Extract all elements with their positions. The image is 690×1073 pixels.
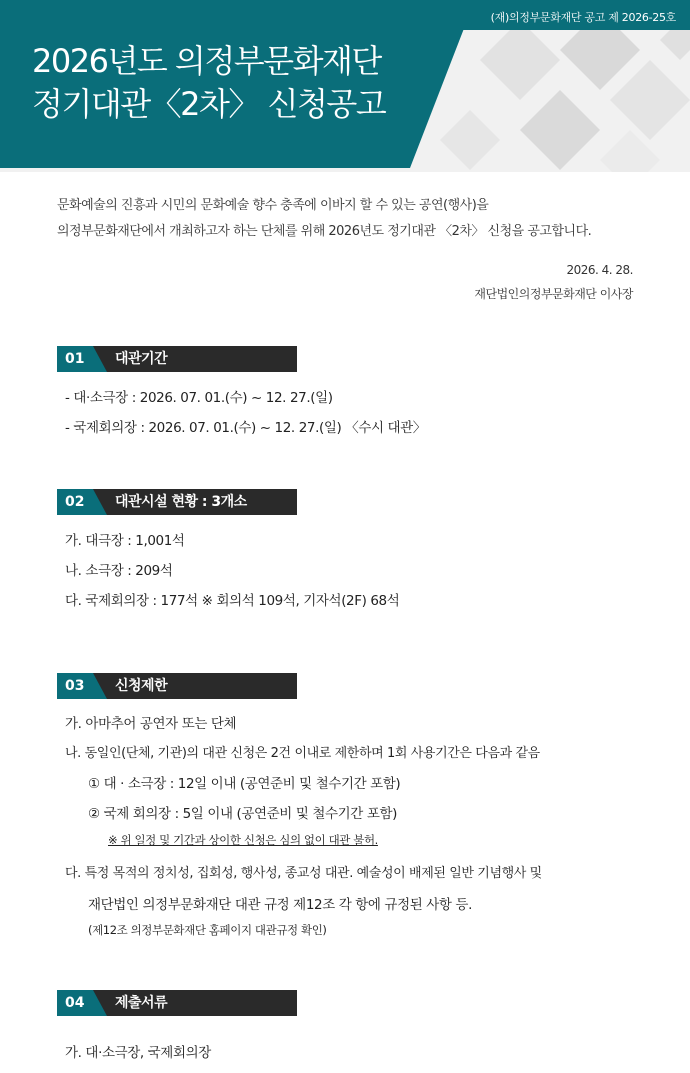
issue-info (474, 258, 633, 306)
notice-number: (재)의정부문화재단 공고 제 2026-25호 (490, 11, 676, 24)
page-title (32, 40, 385, 126)
section-header-03 (57, 673, 297, 699)
section-03-note: (제12조 의정부문화재단 홈페이지 대관규정 확인) (88, 923, 327, 937)
intro-line-1: 문화예술의 진흥과 시민의 문화예술 향수 충족에 이바지 할 수 있는 공연(행사)을 (57, 198, 489, 213)
issue-date: 2026. 4. 28. (566, 263, 633, 277)
section-03-note: ※ 위 일정 및 기간과 상이한 신청은 심의 없이 대관 불허. (108, 833, 378, 847)
section-number: 01 (65, 351, 85, 367)
section-01-line: - 국제회의장 : 2026. 07. 01.(수) ~ 12. 27.(일) 〈수시 대관〉 (65, 420, 426, 436)
title-line-1: 2026년도 의정부문화재단 (32, 42, 381, 80)
intro-paragraph (57, 193, 657, 245)
section-header-02 (57, 489, 297, 515)
section-header-04 (57, 990, 297, 1016)
section-01-line: - 대·소극장 : 2026. 07. 01.(수) ~ 12. 27.(일) (65, 390, 333, 406)
notice-header (0, 0, 690, 172)
section-header-01 (57, 346, 297, 372)
section-03-line-continued: 재단법인 의정부문화재단 대관 규정 제12조 각 항에 규정된 사항 등. (88, 897, 472, 913)
section-03-subline: ② 국제 회의장 : 5일 이내 (공연준비 및 철수기간 포함) (88, 806, 397, 822)
section-title: 신청제한 (115, 678, 168, 694)
section-04-line: 가. 대·소극장, 국제회의장 (65, 1045, 211, 1061)
intro-line-2: 의정부문화재단에서 개최하고자 하는 단체를 위해 2026년도 정기대관 〈2차〉 신청을 공고합니다. (57, 224, 592, 239)
section-02-line: 나. 소극장 : 209석 (65, 563, 173, 579)
section-number: 03 (65, 678, 85, 694)
section-03-line: 다. 특정 목적의 정치성, 집회성, 행사성, 종교성 대관. 예술성이 배제된 일반 기념행사 및 (65, 866, 542, 881)
section-number: 04 (65, 995, 85, 1011)
section-02-line: 가. 대극장 : 1,001석 (65, 533, 185, 549)
section-03-line: 가. 아마추어 공연자 또는 단체 (65, 716, 237, 732)
section-title: 대관기간 (115, 351, 168, 367)
section-title: 제출서류 (115, 995, 168, 1011)
section-title: 대관시설 현황 : 3개소 (115, 494, 247, 510)
issuer-name: 재단법인의정부문화재단 이사장 (474, 287, 633, 301)
section-03-line: 나. 동일인(단체, 기관)의 대관 신청은 2건 이내로 제한하며 1회 사용기간은 다음과 같음 (65, 746, 540, 761)
section-03-subline: ① 대 · 소극장 : 12일 이내 (공연준비 및 철수기간 포함) (88, 776, 401, 792)
section-number: 02 (65, 494, 85, 510)
section-02-line: 다. 국제회의장 : 177석 ※ 회의석 109석, 기자석(2F) 68석 (65, 593, 400, 609)
title-line-2: 정기대관〈2차〉 신청공고 (32, 85, 386, 123)
